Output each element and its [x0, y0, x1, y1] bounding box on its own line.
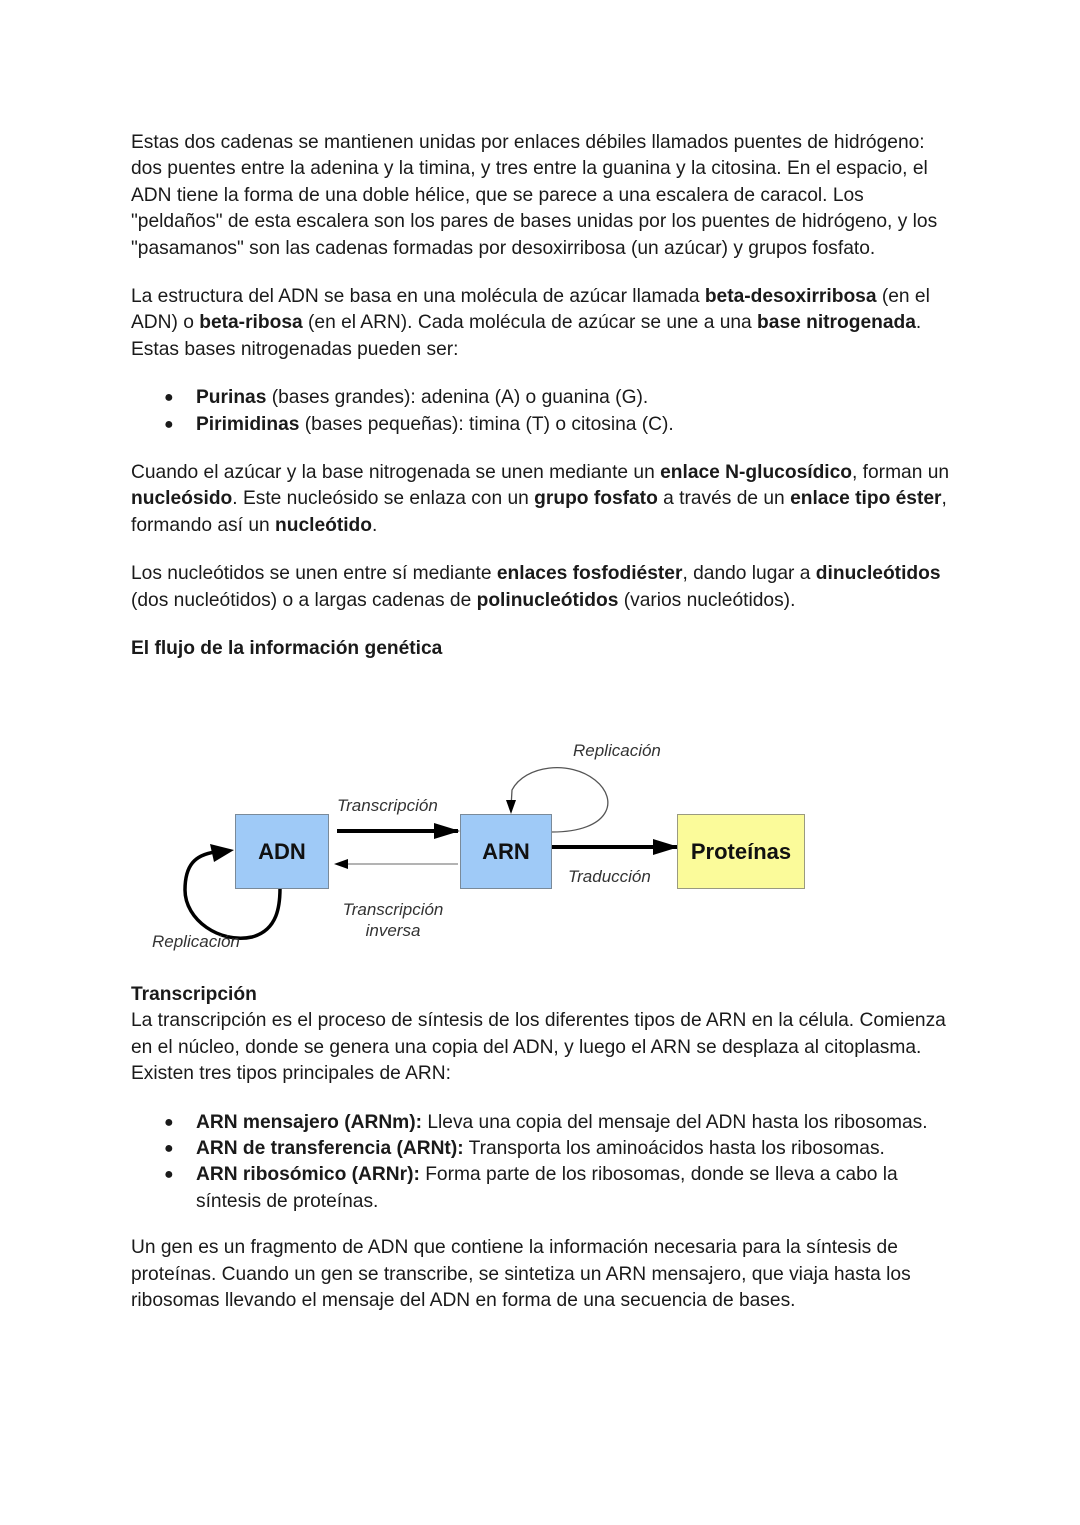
- rna-types-list: [131, 1110, 951, 1216]
- label-arn-replication: Replicación: [573, 741, 661, 760]
- label-transcription: Transcripción: [337, 796, 438, 815]
- bullet-icon: ●: [164, 415, 174, 433]
- label-reverse-transcription: Transcripción inversa: [342, 900, 444, 940]
- list-item-arnt: ● ARN de transferencia (ARNt): Transporta los aminoácidos hasta los ribosomas.: [131, 1136, 951, 1162]
- transcription-section: [131, 982, 951, 1314]
- paragraph-dna-structure: La estructura del ADN se basa en una molécula de azúcar llamada beta-desoxirribosa (en el ADN) o beta-ribosa (en el ARN). Cada molécula de azúcar se une a una base nitrogenada. Estas bases nitrogenadas pueden ser:: [131, 286, 930, 360]
- bullet-icon: ●: [164, 1113, 174, 1131]
- paragraph-gene: Un gen es un fragmento de ADN que contiene la información necesaria para la síntesis de proteínas. Cuando un gen se transcribe, se sintetiza un ARN mensajero, que viaja hasta los ribosomas llevando el mensaje del ADN en forma de una secuencia de bases.: [131, 1237, 911, 1312]
- label-translation: Traducción: [568, 867, 651, 886]
- genetic-flow-diagram: [140, 730, 820, 960]
- label-adn-replication: Replicación: [152, 932, 240, 951]
- list-item-pirimidinas: ● Pirimidinas (bases pequeñas): timina (T) o citosina (C).: [131, 412, 951, 438]
- paragraph-hydrogen-bonds: Estas dos cadenas se mantienen unidas por enlaces débiles llamados puentes de hidrógeno: dos puentes entre la adenina y la timina, y tres entre la guanina y la citosina. En el espacio, el ADN tiene la forma de una doble hélice, que se parece a una escalera de caracol. Los "peldaños" de esta escalera son los pares de bases unidas por los puentes de hidrógeno, y los "pasamanos" son las cadenas formadas por desoxirribosa (un azúcar) y grupos fosfato.: [131, 132, 938, 259]
- paragraph-nucleotide-formation: Cuando el azúcar y la base nitrogenada se unen mediante un enlace N-glucosídico, forman un nucleósido. Este nucleósido se enlaza con un grupo fosfato a través de un enlace tipo éster, formando así un nucleótido.: [131, 462, 950, 536]
- nitrogen-bases-list: [131, 385, 951, 438]
- heading-genetic-flow: El flujo de la información genética: [131, 638, 443, 660]
- paragraph-transcription-intro: La transcripción es el proceso de síntesis de los diferentes tipos de ARN en la célula. Comienza en el núcleo, donde se genera una copia del ADN, y luego el ARN se desplaza al citoplasma. Existen tres tipos principales de ARN:: [131, 1010, 946, 1085]
- list-item-arnr: ● ARN ribosómico (ARNr): Forma parte de los ribosomas, donde se lleva a cabo la síntesis de proteínas.: [164, 1164, 898, 1212]
- list-item-arnm: ● ARN mensajero (ARNm): Lleva una copia del mensaje del ADN hasta los ribosomas.: [131, 1110, 951, 1136]
- bullet-icon: ●: [164, 1166, 174, 1184]
- node-adn: ADN: [235, 814, 329, 889]
- bullet-icon: ●: [164, 1140, 174, 1158]
- bullet-icon: ●: [164, 389, 174, 407]
- paragraph-phosphodiester: Los nucleótidos se unen entre sí mediante enlaces fosfodiéster, dando lugar a dinucleótidos (dos nucleótidos) o a largas cadenas de polinucleótidos (varios nucleótidos).: [131, 563, 941, 611]
- node-arn: ARN: [460, 814, 552, 889]
- node-proteinas: Proteínas: [677, 814, 805, 889]
- heading-transcription: Transcripción: [131, 984, 257, 1005]
- document-body: [131, 130, 951, 663]
- list-item-purinas: ● Purinas (bases grandes): adenina (A) o guanina (G).: [131, 385, 951, 411]
